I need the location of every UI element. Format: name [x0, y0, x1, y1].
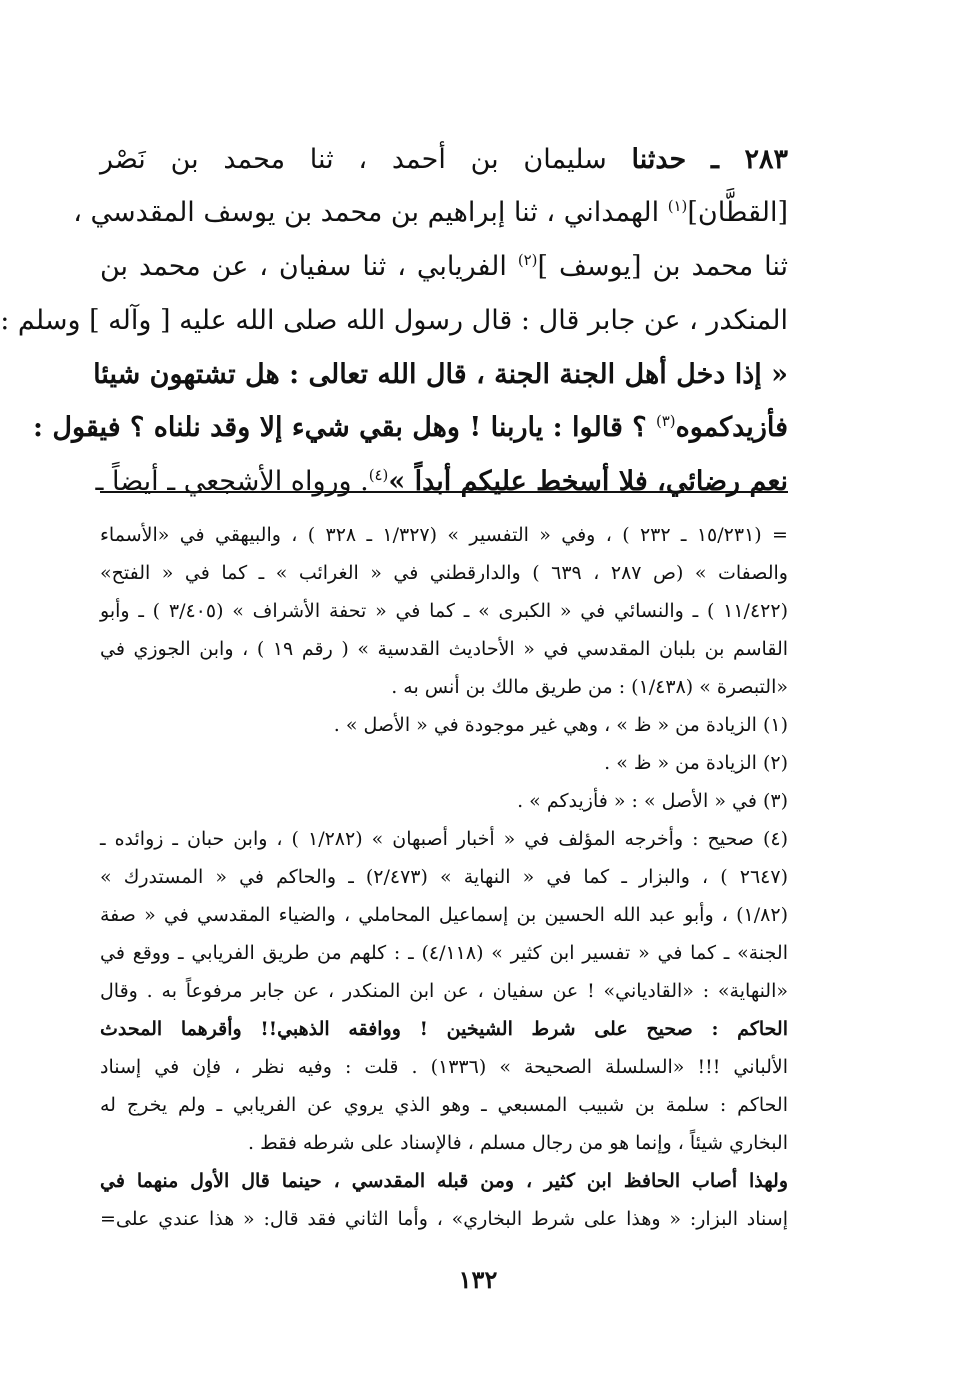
footnote-line: إسناد البزار: « وهذا على شرط البخاري» ، وأما الثاني فقد قال: « هذا عندي على=	[100, 1208, 788, 1230]
hadith-line-4	[0, 305, 788, 336]
footnote-line: البخاري شيئاً ، وإنما هو من رجال مسلم ، فالإسناد على شرطه فقط .	[248, 1132, 788, 1154]
footnote-line: = (١٥/٢٣١ ـ ٢٣٢ ) ، وفي « التفسير » (١/٣٢٧ ـ ٣٢٨ ) ، والبيهقي في «الأسماء	[100, 524, 788, 546]
hadith-number: ٢٨٣ ـ	[711, 144, 788, 175]
hadith-text: ثنا محمد بن [يوسف ]	[537, 251, 788, 282]
footnote-line: القاسم بن بلبان المقدسي في « الأحاديث القدسية » ( رقم ١٩ ) ، وابن الجوزي في	[100, 638, 789, 660]
hadith-text: سليمان بن أحمد ، ثنا محمد بن نَصْر	[100, 144, 632, 175]
footnote-line: (١/٨٢) ، وأبو عبد الله الحسين بن إسماعيل المحاملي ، والضياء المقدسي في « صفة	[100, 904, 788, 926]
footnote-4: (٤) صحيح : وأخرجه المؤلف في « أخبار أصبهان » (١/٢٨٢ ) ، وابن حبان ـ زوائده ـ	[100, 828, 788, 850]
hadith-quote: فأزيدكموه	[675, 412, 788, 443]
footnote-line: الحاكم : سلمة بن شبيب المسبعي ـ وهو الذي يروي عن الفريابي ـ ولم يخرج له	[100, 1094, 788, 1116]
footnote-line: ولهذا أصاب الحافظ ابن كثير ، ومن قبله المقدسي ، حينما قال الأول منهما في	[100, 1170, 788, 1192]
footnote-1: (١) الزيادة من « ظ » ، وهي غير موجودة في « الأصل » .	[333, 714, 788, 736]
hadith-line-5	[93, 359, 788, 390]
hadith-quote: نعم رضائي، فلا أسخط عليكم أبداً »	[388, 466, 788, 497]
footnote-ref[interactable]: (٤)	[368, 466, 389, 484]
hadith-line-3	[100, 253, 788, 280]
hadith-opening: حدثنا	[631, 144, 687, 175]
hadith-quote: « إذا دخل أهل الجنة الجنة ، قال الله تعالى : هل تشتهون شيئا	[93, 359, 788, 390]
page-number: ١٣٢	[458, 1265, 498, 1294]
footnote-line: (١١/٤٢٢ ) ـ والنسائي في « الكبرى » ـ كما في « تحفة الأشراف » (٣/٤٠٥ ) ـ وأبو	[100, 600, 788, 622]
footnote-line: «التبصرة » (١/٤٣٨) : من طريق مالك بن أنس به .	[391, 676, 788, 698]
footnote-ref[interactable]: (٣)	[656, 412, 676, 430]
hadith-line-2	[73, 197, 788, 228]
footnote-line: (٢٦٤٧ ) ، والبزار ـ كما في « النهاية » (٢/٤٧٣) ـ والحاكم في « المستدرك »	[100, 866, 788, 888]
hadith-text: الفريابي ، ثنا سفيان ، عن محمد بن	[100, 251, 518, 282]
footnote-ref[interactable]: (٢)	[517, 251, 538, 269]
hadith-line-1	[100, 146, 788, 173]
footnote-line: الجنة» ـ كما في « تفسير ابن كثير » (٤/١١٨) ـ : كلهم من طريق الفريابي ـ ووقع في	[100, 942, 788, 964]
footnote-line: الألباني !!! «السلسلة الصحيحة » (١٣٣٦) . قلت : وفيه نظر ، فإن في إسناد	[100, 1056, 788, 1078]
footnote-3: (٣) في « الأصل » : « فأزيدكم » .	[517, 790, 788, 812]
footnote-2: (٢) الزيادة من « ظ » .	[604, 752, 788, 774]
hadith-text: [القطَّان]	[687, 197, 788, 228]
hadith-quote: ؟ قالوا : ياربنا ! وهل بقي شيء إلا وقد نلناه ؟ فيقول :	[32, 412, 656, 443]
hadith-line-6	[32, 412, 788, 443]
footnote-line: والصفات » (ص ٢٨٧ ، ٦٣٩ ) والدارقطني في « الغرائب » ـ كما في « الفتح»	[100, 562, 788, 584]
footnote-line: «النهاية» : «القادياني» ! عن سفيان ، عن ابن المنكدر ، عن جابر مرفوعاً به . وقال	[100, 980, 788, 1002]
hadith-text: الهمداني ، ثنا إبراهيم بن محمد بن يوسف المقدسي ،	[73, 197, 668, 228]
footnote-divider	[100, 491, 788, 493]
hadith-text: المنكدر ، عن جابر قال : قال رسول الله صلى الله عليه [ وآله ] وسلم :	[0, 305, 788, 336]
footnote-ref[interactable]: (١)	[667, 197, 688, 215]
footnote-line: الحاكم : صحيح على شرط الشيخين ! ووافقه الذهبي!! وأقرهما المحدث	[100, 1018, 788, 1040]
hadith-text: . ورواه الأشجعي ـ أيضاً ـ	[95, 466, 369, 497]
